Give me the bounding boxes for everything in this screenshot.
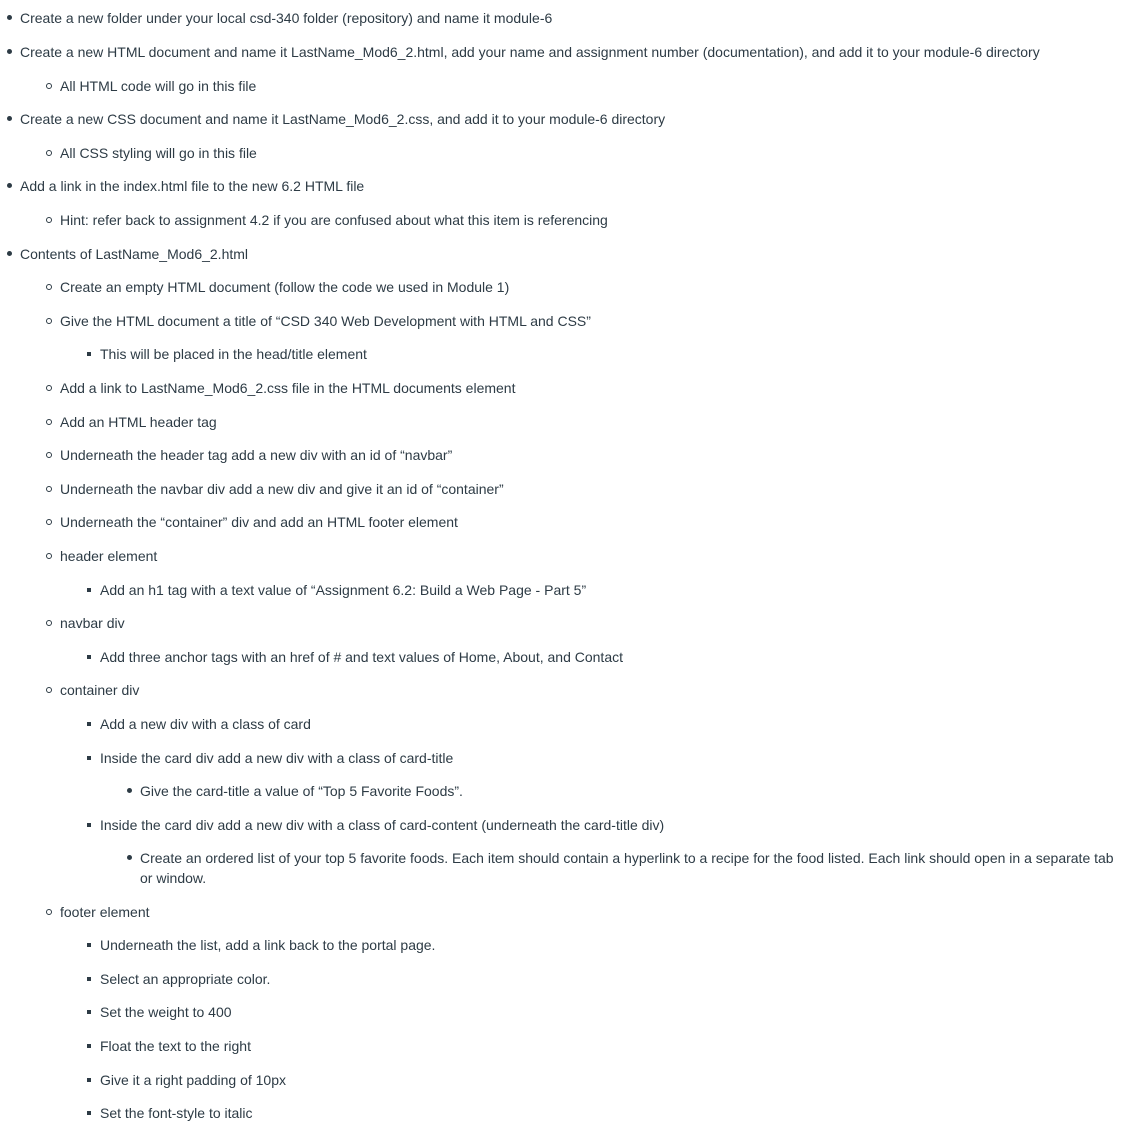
square-bullet-icon (80, 714, 100, 734)
item-text: Add an h1 tag with a text value of “Assignment 6.2: Build a Web Page - Part 5” (100, 582, 587, 598)
deep-list-item (120, 781, 463, 801)
item-text: Hint: refer back to assignment 4.2 if you are confused about what this item is referencing (60, 212, 608, 228)
nested-list-item (80, 344, 367, 364)
disc-bullet-icon (0, 244, 20, 264)
item-text: Underneath the header tag add a new div with an id of “navbar” (60, 447, 453, 463)
sub-list-item (40, 210, 608, 230)
nested-list-item (80, 815, 664, 835)
item-text: Create a new CSS document and name it LastName_Mod6_2.css, and add it to your module-6 directory (20, 111, 666, 127)
sub-list-item (40, 902, 150, 922)
item-text: Create an empty HTML document (follow the code we used in Module 1) (60, 279, 510, 295)
nested-list-item (80, 647, 623, 667)
list-item (0, 42, 1040, 62)
item-text: Add a new div with a class of card (100, 716, 311, 732)
item-text: Float the text to the right (100, 1038, 251, 1054)
item-text: Give the card-title a value of “Top 5 Favorite Foods”. (140, 783, 463, 799)
item-text: Set the weight to 400 (100, 1004, 232, 1020)
item-text: Set the font-style to italic (100, 1105, 253, 1121)
disc-bullet-icon (120, 781, 140, 801)
item-text: All CSS styling will go in this file (60, 145, 257, 161)
disc-bullet-icon (0, 42, 20, 62)
square-bullet-icon (80, 748, 100, 768)
deep-list-item (120, 848, 1117, 888)
item-text: Select an appropriate color. (100, 971, 271, 987)
circle-bullet-icon (40, 277, 60, 297)
square-bullet-icon (80, 1002, 100, 1022)
list-item (0, 8, 552, 28)
sub-list-item (40, 378, 516, 398)
list-item (0, 244, 248, 264)
circle-bullet-icon (40, 546, 60, 566)
sub-list-item (40, 479, 504, 499)
nested-list-item (80, 1070, 286, 1090)
square-bullet-icon (80, 580, 100, 600)
item-text: Underneath the “container” div and add an HTML footer element (60, 514, 458, 530)
square-bullet-icon (80, 647, 100, 667)
item-text: Inside the card div add a new div with a class of card-content (underneath the card-title div) (100, 817, 665, 833)
nested-list-item (80, 935, 435, 955)
circle-bullet-icon (40, 378, 60, 398)
item-text: Give the HTML document a title of “CSD 340 Web Development with HTML and CSS” (60, 313, 591, 329)
sub-list-item (40, 613, 125, 633)
list-item (0, 176, 364, 196)
sub-list-item (40, 277, 509, 297)
square-bullet-icon (80, 815, 100, 835)
circle-bullet-icon (40, 479, 60, 499)
nested-list-item (80, 1002, 232, 1022)
nested-list-item (80, 1103, 253, 1123)
item-text: Create an ordered list of your top 5 favorite foods. Each item should contain a hyperlink to a recipe for the food listed. Each link should open in a separate tab or window. (140, 850, 1114, 886)
square-bullet-icon (80, 344, 100, 364)
sub-list-item (40, 412, 217, 432)
circle-bullet-icon (40, 210, 60, 230)
item-text: Create a new folder under your local csd-340 folder (repository) and name it module-6 (20, 10, 553, 26)
item-text: Give it a right padding of 10px (100, 1072, 287, 1088)
square-bullet-icon (80, 969, 100, 989)
nested-list-item (80, 748, 453, 768)
item-text: Underneath the list, add a link back to the portal page. (100, 937, 436, 953)
item-text: container div (60, 682, 140, 698)
sub-list-item (40, 680, 139, 700)
square-bullet-icon (80, 935, 100, 955)
circle-bullet-icon (40, 680, 60, 700)
disc-bullet-icon (0, 109, 20, 129)
circle-bullet-icon (40, 76, 60, 96)
list-item (0, 109, 665, 129)
circle-bullet-icon (40, 412, 60, 432)
sub-list-item (40, 546, 157, 566)
item-text: This will be placed in the head/title element (100, 346, 367, 362)
square-bullet-icon (80, 1103, 100, 1123)
sub-list-item (40, 311, 591, 331)
circle-bullet-icon (40, 445, 60, 465)
item-text: footer element (60, 904, 150, 920)
item-text: Create a new HTML document and name it LastName_Mod6_2.html, add your name and assignment number (documentation), and add it to your module-6 directory (20, 44, 1040, 60)
square-bullet-icon (80, 1036, 100, 1056)
sub-list-item (40, 445, 452, 465)
nested-list-item (80, 580, 586, 600)
item-text: Add a link in the index.html file to the new 6.2 HTML file (20, 178, 365, 194)
circle-bullet-icon (40, 902, 60, 922)
nested-list-item (80, 714, 311, 734)
circle-bullet-icon (40, 311, 60, 331)
sub-list-item (40, 76, 256, 96)
sub-list-item (40, 512, 458, 532)
item-text: Add a link to LastName_Mod6_2.css file in the HTML documents element (60, 380, 516, 396)
disc-bullet-icon (0, 176, 20, 196)
disc-bullet-icon (120, 848, 140, 868)
item-text: All HTML code will go in this file (60, 78, 257, 94)
square-bullet-icon (80, 1070, 100, 1090)
item-text: Contents of LastName_Mod6_2.html (20, 246, 249, 262)
item-text: navbar div (60, 615, 125, 631)
item-text: Inside the card div add a new div with a class of card-title (100, 750, 454, 766)
item-text: Add three anchor tags with an href of # and text values of Home, About, and Contact (100, 649, 623, 665)
circle-bullet-icon (40, 512, 60, 532)
item-text: header element (60, 548, 158, 564)
circle-bullet-icon (40, 613, 60, 633)
nested-list-item (80, 1036, 251, 1056)
sub-list-item (40, 143, 257, 163)
nested-list-item (80, 969, 270, 989)
item-text: Add an HTML header tag (60, 414, 217, 430)
circle-bullet-icon (40, 143, 60, 163)
disc-bullet-icon (0, 8, 20, 28)
item-text: Underneath the navbar div add a new div and give it an id of “container” (60, 481, 504, 497)
